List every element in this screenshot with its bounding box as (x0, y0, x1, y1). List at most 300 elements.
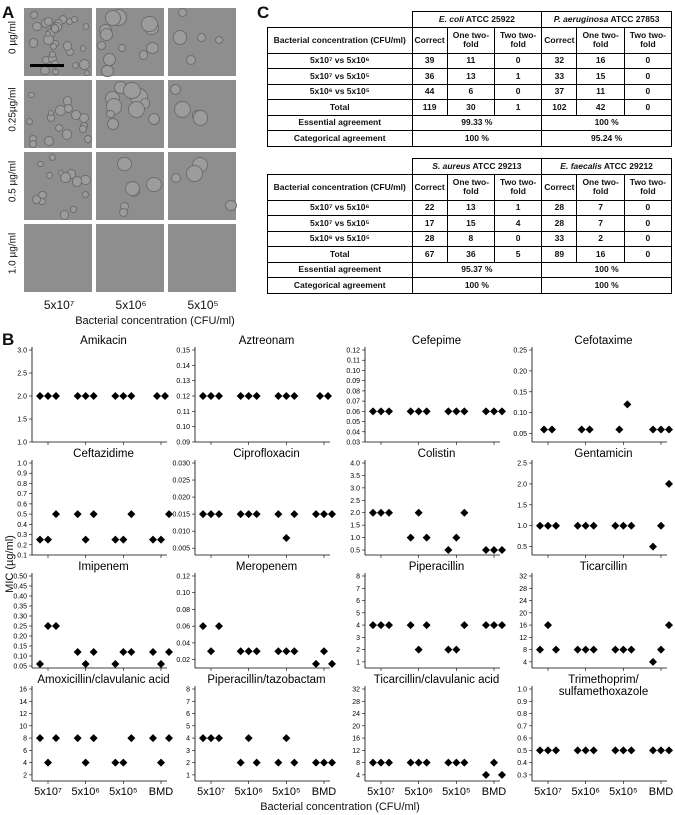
x-tick-label: 5x10⁷ (197, 786, 225, 798)
bacterial-cell (46, 172, 53, 179)
y-tick-label: 0.30 (13, 613, 27, 621)
bacterial-cell (71, 16, 78, 23)
data-point (119, 648, 127, 656)
y-tick-label: 0.025 (172, 477, 190, 485)
data-point (536, 522, 544, 530)
y-tick-label: 0.5 (17, 511, 27, 519)
data-point (237, 647, 245, 655)
y-tick-label: 0.40 (13, 593, 27, 601)
col-two: Two two-fold (624, 27, 671, 53)
data-point (161, 392, 169, 400)
data-point (627, 522, 635, 530)
data-point (215, 734, 223, 742)
y-tick-label: 14 (19, 698, 27, 706)
col-two: Two two-fold (624, 174, 671, 200)
data-point (657, 425, 665, 433)
cell-value: 0 (624, 53, 671, 69)
bacterial-cell (82, 191, 89, 198)
data-point (498, 771, 506, 779)
y-tick-label: 2.5 (517, 460, 527, 468)
essential-label: Essential agreement (268, 262, 413, 278)
y-tick-label: 8 (356, 573, 360, 581)
x-tick-label: 5x10⁵ (272, 786, 301, 798)
scale-bar (30, 64, 64, 67)
chart-title: Cefepime (411, 335, 462, 347)
chart-title: Cefotaxime (574, 335, 633, 347)
row-label: 5x10⁷ vs 5x10⁶ (268, 53, 413, 69)
data-point (274, 647, 282, 655)
data-point (460, 509, 468, 517)
data-point (82, 759, 90, 767)
cell-value: 5 (495, 247, 542, 263)
y-tick-label: 0.12 (346, 347, 360, 355)
essential-value: 95.37 % (412, 262, 542, 278)
data-point (423, 534, 431, 542)
y-tick-label: 0.1 (17, 552, 27, 560)
bacterial-cell (29, 38, 38, 47)
chart-title: Ticarcillin (579, 561, 628, 573)
cell-value: 4 (495, 216, 542, 232)
data-point (90, 648, 98, 656)
x-tick-label: 5x10⁶ (234, 786, 263, 798)
data-point (498, 407, 506, 415)
cell-value: 44 (412, 84, 447, 100)
data-point (119, 392, 127, 400)
y-tick-label: 0.09 (176, 439, 190, 447)
data-point (482, 546, 490, 554)
chart-15 (517, 674, 673, 798)
data-point (52, 734, 60, 742)
data-point (36, 392, 44, 400)
data-point (460, 621, 468, 629)
org2-header: P. aeruginosa ATCC 27853 (542, 12, 672, 28)
y-tick-label: 32 (352, 686, 360, 694)
col-label-2: 5x10⁵ (187, 298, 219, 312)
data-point (657, 646, 665, 654)
y-tick-label: 12 (352, 747, 360, 755)
micrograph (96, 152, 164, 220)
data-point (460, 407, 468, 415)
y-tick-label: 1.0 (517, 686, 527, 694)
micrograph (24, 80, 92, 148)
bacterial-cell (55, 124, 63, 132)
bacterial-cell (28, 92, 34, 98)
y-tick-label: 0.3 (17, 532, 27, 540)
chart-13 (186, 674, 336, 798)
bacterial-cell (79, 59, 90, 70)
data-point (444, 759, 452, 767)
panel-b-y-title: MIC (µg/ml) (4, 535, 16, 593)
data-point (590, 746, 598, 754)
row-label-3: 1.0 µg/ml (7, 232, 19, 275)
org2-header: E. faecalis ATCC 29212 (542, 159, 672, 175)
y-tick-label: 0.06 (176, 623, 190, 631)
data-point (582, 522, 590, 530)
cell-value: 17 (412, 216, 447, 232)
bacterial-cell (173, 30, 187, 44)
data-point (111, 660, 119, 668)
data-point (74, 648, 82, 656)
cell-value: 39 (412, 53, 447, 69)
essential-label: Essential agreement (268, 115, 413, 131)
x-tick-label: 5x10⁶ (404, 786, 433, 798)
org1-header: S. aureus ATCC 29213 (412, 159, 542, 175)
chart-9 (176, 561, 336, 671)
bacterial-cell (106, 110, 115, 119)
data-point (127, 648, 135, 656)
chart-title: Amikacin (80, 335, 127, 347)
x-tick-label: BMD (311, 786, 337, 798)
data-point (665, 621, 673, 629)
cell-value: 15 (447, 216, 494, 232)
y-tick-label: 3.0 (17, 347, 27, 355)
data-point (369, 509, 377, 517)
y-tick-label: 0.05 (13, 663, 27, 671)
cell-value: 13 (447, 69, 494, 85)
essential-value: 100 % (542, 115, 672, 131)
data-point (282, 734, 290, 742)
bacterial-cell (197, 33, 206, 42)
data-point (90, 510, 98, 518)
cell-value: 28 (412, 231, 447, 247)
data-point (649, 746, 657, 754)
cell-value: 28 (542, 200, 577, 216)
panel-a-x-title: Bacterial concentration (CFU/ml) (75, 315, 235, 327)
chart-title: Ciprofloxacin (233, 448, 300, 460)
cell-value: 36 (412, 69, 447, 85)
cell-value: 1 (495, 69, 542, 85)
bacterial-cell (186, 55, 196, 65)
chart-2 (346, 335, 506, 447)
y-tick-label: 0.3 (517, 772, 527, 780)
data-point (544, 522, 552, 530)
data-point (253, 392, 261, 400)
data-point (540, 425, 548, 433)
chart-5 (172, 448, 336, 558)
data-point (207, 647, 215, 655)
data-point (253, 510, 261, 518)
data-point (44, 622, 52, 630)
bacterial-cell (170, 84, 181, 95)
chart-8 (13, 561, 173, 671)
data-point (452, 534, 460, 542)
data-point (320, 647, 328, 655)
cell-value: 33 (542, 231, 577, 247)
data-point (490, 621, 498, 629)
cell-value: 0 (495, 231, 542, 247)
y-tick-label: 0.03 (346, 439, 360, 447)
bacterial-cell (84, 70, 90, 76)
micrograph (96, 80, 164, 148)
y-tick-label: 0.2 (17, 542, 27, 550)
y-tick-label: 0.12 (176, 393, 190, 401)
x-tick-label: 5x10⁷ (34, 786, 62, 798)
data-point (586, 425, 594, 433)
data-point (665, 480, 673, 488)
data-point (611, 746, 619, 754)
y-tick-label: 4 (23, 760, 27, 768)
bacterial-cell (225, 200, 236, 211)
micrograph (24, 152, 92, 220)
row-label-0: 0 µg/ml (7, 21, 19, 54)
y-tick-label: 2 (186, 760, 190, 768)
data-point (237, 392, 245, 400)
panel-a-letter: A (2, 3, 15, 22)
y-tick-label: 0.14 (176, 362, 190, 370)
data-point (90, 734, 98, 742)
bacterial-cell (49, 51, 56, 58)
row-label-1: 0.25µg/ml (7, 87, 19, 132)
micrograph (168, 152, 236, 220)
data-point (245, 647, 253, 655)
data-point (74, 510, 82, 518)
data-point (407, 534, 415, 542)
cell-value: 11 (447, 53, 494, 69)
bacterial-cell (118, 44, 126, 52)
chart-title: Piperacillin/tazobactam (207, 674, 326, 686)
y-tick-label: 3.5 (350, 472, 360, 480)
cell-value: 0 (624, 247, 671, 263)
bacterial-cell (26, 118, 34, 126)
y-tick-label: 1.5 (17, 416, 27, 424)
data-point (199, 510, 207, 518)
cell-value: 33 (542, 69, 577, 85)
bacterial-cell (97, 41, 106, 50)
data-point (415, 407, 423, 415)
y-tick-label: 0.25 (13, 623, 27, 631)
data-point (657, 522, 665, 530)
cell-value: 0 (624, 69, 671, 85)
y-tick-label: 16 (19, 686, 27, 694)
bacterial-cell (141, 16, 157, 32)
col-correct: Correct (412, 27, 447, 53)
table-row (268, 100, 672, 116)
chart-10 (356, 561, 506, 671)
y-tick-label: 32 (519, 573, 527, 581)
row-label: 5x10⁶ vs 5x10⁵ (268, 231, 413, 247)
x-tick-label: 5x10⁷ (534, 786, 562, 798)
cell-value: 1 (495, 200, 542, 216)
data-point (482, 771, 490, 779)
y-tick-label: 0.10 (13, 653, 27, 661)
data-point (245, 392, 253, 400)
chart-title: sulfamethoxazole (558, 686, 649, 698)
data-point (127, 392, 135, 400)
data-point (111, 536, 119, 544)
y-tick-label: 10 (19, 723, 27, 731)
x-tick-label: 5x10⁵ (109, 786, 138, 798)
bacterial-cell (51, 24, 59, 32)
bacterial-cell (146, 42, 159, 55)
categorical-value: 100 % (542, 278, 672, 294)
cell-value: 30 (447, 100, 494, 116)
data-point (611, 646, 619, 654)
y-tick-label: 0.12 (176, 573, 190, 581)
x-tick-label: 5x10⁵ (609, 786, 638, 798)
bacterial-cell (29, 140, 37, 148)
y-tick-label: 0.15 (176, 347, 190, 355)
data-point (385, 407, 393, 415)
y-tick-label: 0.6 (517, 735, 527, 743)
chart-title: Ticarcillin/clavulanic acid (373, 674, 500, 686)
x-tick-label: BMD (648, 786, 674, 798)
data-point (482, 407, 490, 415)
y-tick-label: 0.5 (517, 747, 527, 755)
data-point (149, 536, 157, 544)
y-tick-label: 8 (23, 735, 27, 743)
y-tick-label: 0.15 (513, 389, 527, 397)
y-tick-label: 8 (523, 647, 527, 655)
y-tick-label: 0.7 (17, 491, 27, 499)
bacterial-cell (49, 154, 56, 161)
data-point (274, 510, 282, 518)
bacterial-cell (40, 66, 50, 76)
panel-c-letter: C (257, 3, 270, 22)
y-tick-label: 4.0 (350, 460, 360, 468)
y-tick-label: 7 (356, 585, 360, 593)
data-point (215, 622, 223, 630)
table-row (268, 84, 672, 100)
y-tick-label: 20 (352, 723, 360, 731)
data-point (312, 510, 320, 518)
y-tick-label: 0.005 (172, 545, 190, 553)
y-tick-label: 0.8 (17, 480, 27, 488)
data-point (619, 646, 627, 654)
y-tick-label: 0.25 (513, 347, 527, 355)
y-tick-label: 3 (186, 747, 190, 755)
bacterial-cell (60, 210, 70, 220)
data-point (207, 734, 215, 742)
y-tick-label: 0.07 (346, 398, 360, 406)
y-tick-label: 2 (23, 772, 27, 780)
bacterial-cell (215, 36, 223, 44)
cell-value: 2 (577, 231, 624, 247)
data-point (119, 536, 127, 544)
y-tick-label: 0.9 (517, 698, 527, 706)
chart-12 (19, 674, 173, 798)
x-tick-label: BMD (148, 786, 174, 798)
micrograph (24, 8, 92, 76)
data-point (627, 646, 635, 654)
data-point (665, 425, 673, 433)
data-point (552, 522, 560, 530)
data-point (111, 759, 119, 767)
data-point (590, 522, 598, 530)
data-point (149, 648, 157, 656)
data-point (498, 621, 506, 629)
data-point (444, 646, 452, 654)
data-point (290, 392, 298, 400)
data-point (385, 621, 393, 629)
y-tick-label: 0.8 (517, 711, 527, 719)
cell-value: 16 (577, 53, 624, 69)
data-point (82, 392, 90, 400)
data-point (377, 759, 385, 767)
y-tick-label: 3.0 (350, 485, 360, 493)
row-label: 5x10⁶ vs 5x10⁵ (268, 84, 413, 100)
col-correct: Correct (412, 174, 447, 200)
bacterial-cell (186, 165, 203, 182)
data-point (111, 392, 119, 400)
bacterial-cell (119, 208, 128, 217)
data-point (290, 510, 298, 518)
data-point (444, 407, 452, 415)
data-point (52, 392, 60, 400)
panel-a-micrographs (0, 0, 258, 305)
y-tick-label: 0.04 (176, 640, 190, 648)
y-tick-label: 2.5 (350, 497, 360, 505)
chart-title: Amoxicillin/clavulanic acid (37, 674, 170, 686)
data-point (423, 407, 431, 415)
y-tick-label: 8 (186, 686, 190, 694)
cell-value: 11 (577, 84, 624, 100)
cell-value: 0 (624, 200, 671, 216)
data-point (237, 759, 245, 767)
data-point (157, 536, 165, 544)
bacterial-cell (71, 110, 81, 120)
cell-value: 7 (577, 200, 624, 216)
cell-value: 0 (495, 53, 542, 69)
data-point (657, 746, 665, 754)
y-tick-label: 6 (186, 711, 190, 719)
data-point (90, 392, 98, 400)
micrograph (96, 8, 164, 76)
y-tick-label: 0.10 (346, 367, 360, 375)
y-tick-label: 2.5 (17, 370, 27, 378)
y-tick-label: 20 (519, 610, 527, 618)
data-point (207, 392, 215, 400)
data-point (320, 510, 328, 518)
y-tick-label: 0.20 (513, 368, 527, 376)
cell-value: 7 (577, 216, 624, 232)
table-row (268, 53, 672, 69)
y-tick-label: 4 (186, 735, 190, 743)
y-tick-label: 0.11 (346, 357, 360, 365)
data-point (165, 648, 173, 656)
chart-11 (519, 561, 673, 671)
org1-header: E. coli ATCC 25922 (412, 12, 542, 28)
col-label-1: 5x10⁶ (115, 298, 147, 312)
y-tick-label: 0.06 (346, 408, 360, 416)
y-tick-label: 2.0 (517, 481, 527, 489)
data-point (536, 746, 544, 754)
bacterial-cell (84, 135, 92, 143)
table-row (268, 200, 672, 216)
col-label-0: 5x10⁷ (43, 298, 75, 312)
data-point (544, 621, 552, 629)
data-point (245, 510, 253, 518)
cell-value: 0 (495, 84, 542, 100)
y-tick-label: 0.05 (346, 419, 360, 427)
data-point (44, 536, 52, 544)
y-tick-label: 1 (356, 659, 360, 667)
data-point (215, 510, 223, 518)
data-point (282, 392, 290, 400)
y-tick-label: 0.9 (17, 470, 27, 478)
y-tick-label: 12 (519, 634, 527, 642)
y-tick-label: 1.0 (517, 523, 527, 531)
bacterial-cell (101, 65, 113, 77)
data-point (649, 658, 657, 666)
data-point (377, 509, 385, 517)
data-point (490, 759, 498, 767)
y-tick-label: 0.50 (13, 573, 27, 581)
micrograph (168, 80, 236, 148)
data-point (415, 759, 423, 767)
cell-value: 0 (624, 100, 671, 116)
categorical-label: Categorical agreement (268, 278, 413, 294)
data-point (377, 407, 385, 415)
